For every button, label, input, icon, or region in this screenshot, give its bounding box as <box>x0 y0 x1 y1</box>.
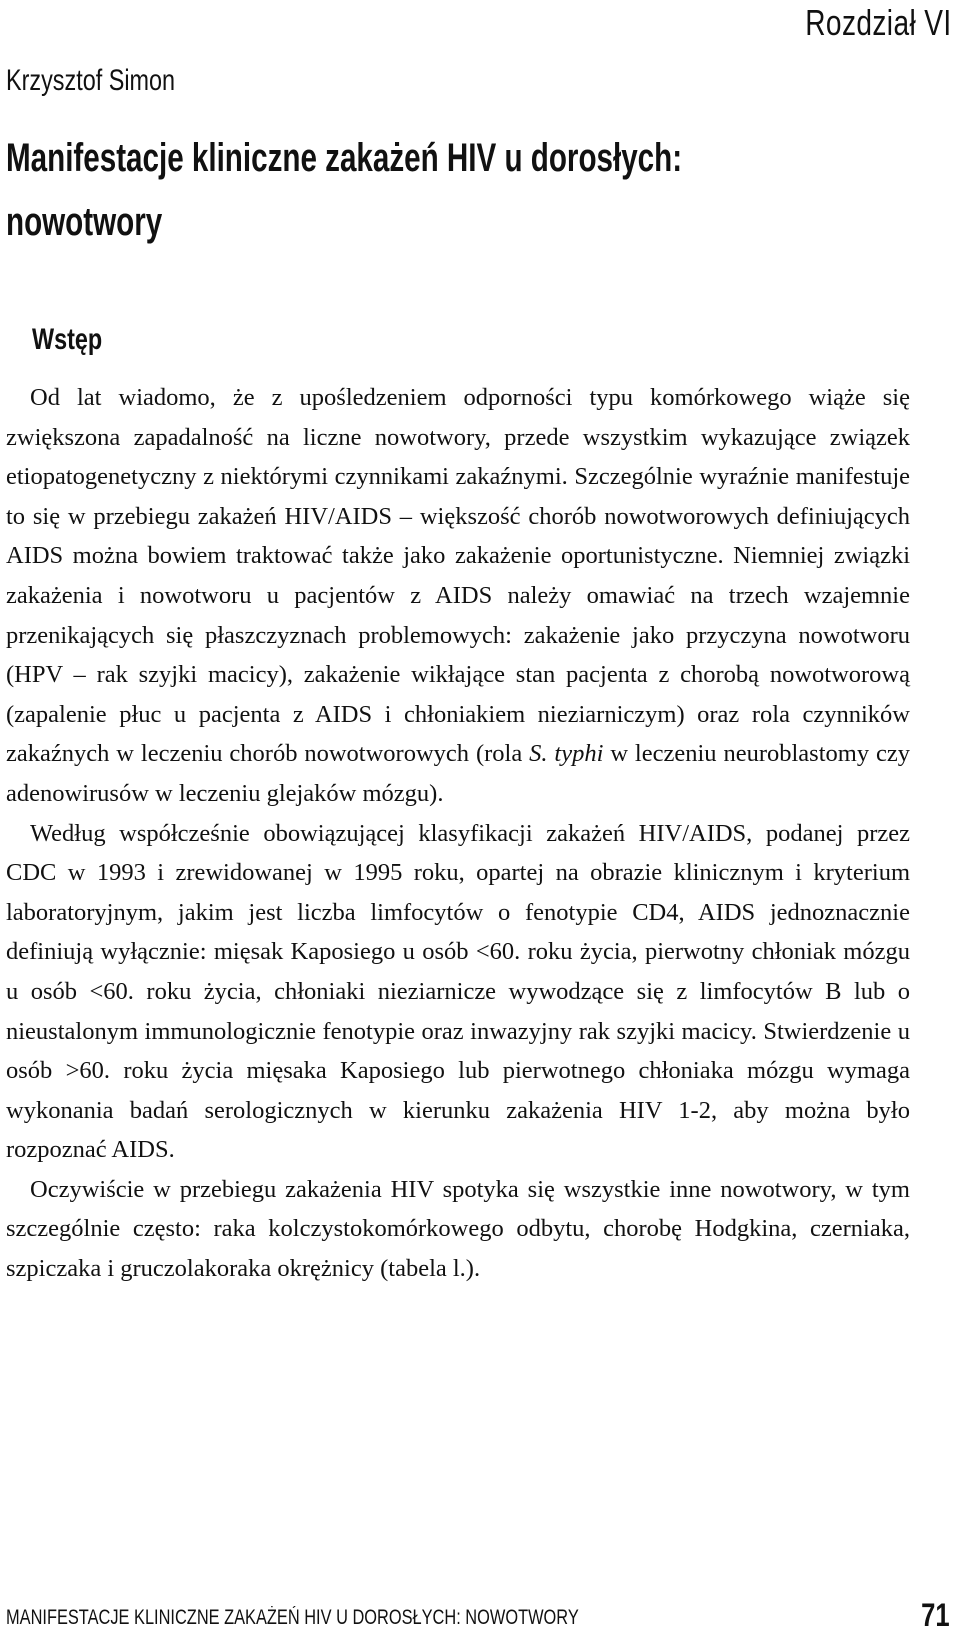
body-text <box>6 378 910 1289</box>
paragraph-1-part-2: w leczeniu neuroblastomy czy adenowirusów w leczeniu glejaków mózgu). <box>6 740 910 807</box>
paragraph-2: Według współcześnie obowiązującej klasyfikacji zakażeń HIV/AIDS, podanej przez CDC w 1993 i zrewidowanej w 1995 roku, opartej na obrazie klinicznym i kryterium laboratoryjnym, jakim jest liczba limfocytów o fenotypie CD4, AIDS jednoznacznie definiują wyłącznie: mięsak Kaposiego u osób <60. roku życia, pierwotny chłoniak mózgu u osób <60. roku życia, chłoniaki nieziarnicze wywodzące się z limfocytów B lub o nieustalonym immunologicznie fenotypie oraz inwazyjny rak szyjki macicy. Stwierdzenie u osób >60. roku życia mięsaka Kaposiego lub pierwotnego chłoniaka mózgu wymaga wykonania badań serologicznych w kierunku zakażenia HIV 1-2, aby można było rozpoznać AIDS. <box>6 819 910 1164</box>
author-name: Krzysztof Simon <box>6 64 176 97</box>
chapter-label: Rozdział VI <box>805 2 952 43</box>
chapter-title-line-1: Manifestacje kliniczne zakażeń HIV u dorosłych: <box>6 136 683 180</box>
page-number: 71 <box>921 1597 950 1633</box>
paragraph-3: Oczywiście w przebiegu zakażenia HIV spotyka się wszystkie inne nowotwory, w tym szczególnie często: raka kolczystokomórkowego odbytu, chorobę Hodgkina, czerniaka, szpiczaka i gruczolakoraka okrężnicy (tabela l.). <box>6 1175 910 1283</box>
section-heading: Wstęp <box>32 323 103 356</box>
running-footer-title: MANIFESTACJE KLINICZNE ZAKAŻEŃ HIV U DOROSŁYCH: NOWOTWORY <box>6 1606 579 1629</box>
paragraph-1 <box>6 378 910 814</box>
paragraph-1-part-1: Od lat wiadomo, że z upośledzeniem odporności typu komórkowego wiąże się zwiększona zapadalność na liczne nowotwory, przede wszystkim wykazujące związek etiopatogenetyczny z niektórymi czynnikami zakaźnymi. Szczególnie wyraźnie manifestuje to się w przebiegu zakażeń HIV/AIDS – większość chorób nowotworowych definiujących AIDS można bowiem traktować także jako zakażenie oportunistyczne. Niemniej związki zakażenia i nowotworu u pacjentów z AIDS należy omawiać na trzech wzajemnie przenikających się płaszczyznach problemowych: zakażenie jako przyczyna nowotworu (HPV – rak szyjki macicy), zakażenie wikłające stan pacjenta z chorobą nowotworową (zapalenie płuc u pacjenta z AIDS i chłoniakiem nieziarniczym) oraz rola czynników zakaźnych w leczeniu chorób nowotworowych (rola <box>6 384 910 768</box>
chapter-title-line-2: nowotwory <box>6 200 163 244</box>
paragraph-1-italic-term: S. typhi <box>529 740 604 768</box>
